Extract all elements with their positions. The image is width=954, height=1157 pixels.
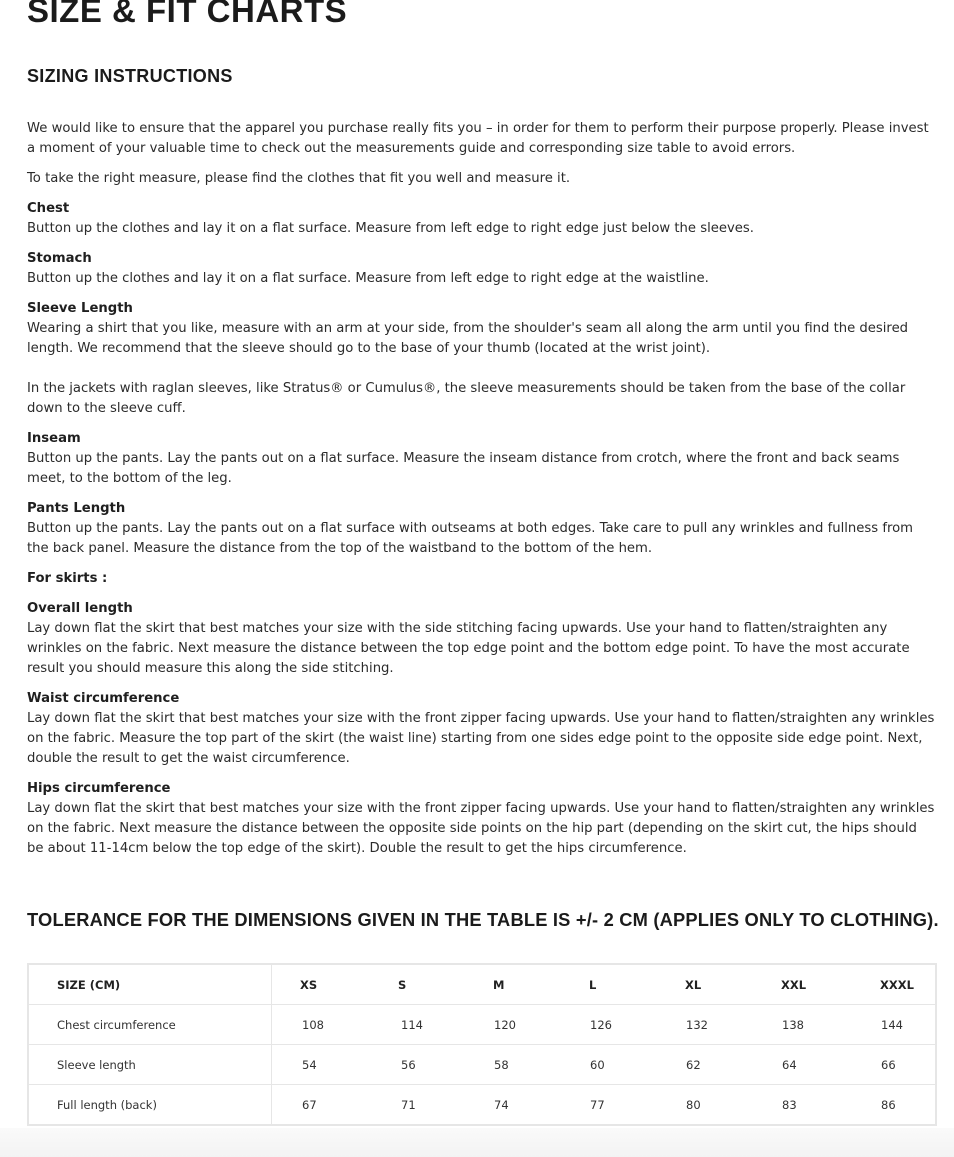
measure-text: Lay down flat the skirt that best matches your size with the front zipper facing upwards. Use your hand to flatten/straighten any wrinkles on the fabric. Measure the top part of the skirt (the waist line) starting from one sides edge point to the opposite side edge point. Next, double the result to get the waist circumference.	[27, 711, 935, 766]
table-cell: 71	[401, 1097, 416, 1112]
measure-title: Stomach	[27, 251, 92, 266]
table-header-cell: S	[398, 964, 493, 1005]
table-row-label: Sleeve length	[28, 1045, 272, 1085]
table-header-cell: XL	[685, 964, 781, 1005]
table-cell: 138	[781, 1005, 880, 1045]
table-row-label: Full length (back)	[28, 1085, 272, 1126]
table-cell: 83	[782, 1097, 797, 1112]
size-table	[27, 963, 937, 1126]
table-cell: 58	[493, 1045, 589, 1085]
measure-text: Lay down flat the skirt that best matches your size with the front zipper facing upwards. Use your hand to flatten/straighten any wrinkles on the fabric. Next measure the distance between the opposite side points on the hip part (depending on the skirt cut, the hips should be about 11-14cm below the top edge of the skirt). Double the result to get the hips circumference.	[27, 801, 935, 856]
table-header-cell: M	[493, 964, 589, 1005]
raglan-note: In the jackets with raglan sleeves, like Stratus® or Cumulus®, the sleeve measurements should be taken from the base of the collar down to the sleeve cuff.	[27, 381, 906, 416]
tolerance-heading: TOLERANCE FOR THE DIMENSIONS GIVEN IN THE TABLE IS +/- 2 CM (APPLIES ONLY TO CLOTHING).	[27, 909, 939, 930]
table-cell: 108	[272, 1005, 399, 1045]
measure-title: Overall length	[27, 601, 133, 616]
table-cell: 77	[590, 1097, 605, 1112]
measure-text: Button up the pants. Lay the pants out on a flat surface. Measure the inseam distance from crotch, where the front and back seams meet, to the bottom of the leg.	[27, 451, 900, 486]
table-cell: 66	[880, 1045, 936, 1085]
table-cell: 60	[589, 1045, 685, 1085]
table-header-cell: L	[589, 964, 685, 1005]
table-cell: 86	[881, 1097, 896, 1112]
sizing-instructions-heading: SIZING INSTRUCTIONS	[27, 66, 233, 86]
intro-paragraph: We would like to ensure that the apparel you purchase really fits you – in order for them to perform their purpose properly. Please invest a moment of your valuable time to check out the measurements guide and corresponding size table to avoid errors.	[27, 121, 929, 156]
measure-stomach	[27, 249, 937, 289]
measure-title: Waist circumference	[27, 691, 180, 706]
measure-waist-circumference	[27, 689, 937, 769]
table-cell: 80	[686, 1097, 701, 1112]
measure-title: Chest	[27, 201, 70, 216]
measure-title: Pants Length	[27, 501, 126, 516]
measure-hips-circumference	[27, 779, 937, 859]
page-bottom-fade	[0, 1128, 954, 1157]
measure-title: Hips circumference	[27, 781, 171, 796]
table-row	[28, 1085, 936, 1126]
measure-overall-length	[27, 599, 937, 679]
table-cell: 144	[880, 1005, 936, 1045]
table-cell: 120	[493, 1005, 589, 1045]
table-row	[28, 1045, 936, 1085]
table-header-row	[28, 964, 936, 1005]
table-cell: 126	[589, 1005, 685, 1045]
table-row-label: Chest circumference	[28, 1005, 272, 1045]
measure-text: Button up the clothes and lay it on a flat surface. Measure from left edge to right edge just below the sleeves.	[27, 221, 754, 236]
page-title: SIZE & FIT CHARTS	[27, 0, 348, 29]
table-cell: 74	[494, 1097, 509, 1112]
measure-inseam	[27, 429, 937, 489]
measure-pants-length	[27, 499, 937, 559]
measure-text: Lay down flat the skirt that best matches your size with the side stitching facing upwards. Use your hand to flatten/straighten any wrinkles on the fabric. Next measure the distance between the top edge point and the bottom edge point. To have the most accurate result you should measure this along the side stitching.	[27, 621, 910, 676]
measure-sleeve-length	[27, 299, 937, 359]
table-header-cell: XXXL	[880, 964, 936, 1005]
table-header-cell: XS	[272, 964, 399, 1005]
table-header-cell: SIZE (CM)	[28, 964, 272, 1005]
table-header-cell: XXL	[781, 964, 880, 1005]
table-cell: 67	[302, 1097, 317, 1112]
measure-title: Sleeve Length	[27, 301, 133, 316]
intro-paragraph: To take the right measure, please find the clothes that fit you well and measure it.	[27, 171, 571, 186]
measure-title: Inseam	[27, 431, 81, 446]
sizing-instructions-body	[27, 119, 937, 869]
table-cell: 54	[272, 1045, 399, 1085]
measure-text: Wearing a shirt that you like, measure with an arm at your side, from the shoulder's seam all along the arm until you find the desired length. We recommend that the sleeve should go to the base of your thumb (located at the wrist joint).	[27, 321, 909, 356]
skirts-heading: For skirts :	[27, 571, 108, 586]
measure-text: Button up the pants. Lay the pants out on a flat surface with outseams at both edges. Take care to pull any wrinkles and fullness from the back panel. Measure the distance from the top of the waistband to the bottom of the hem.	[27, 521, 914, 556]
measure-chest	[27, 199, 937, 239]
table-cell: 56	[398, 1045, 493, 1085]
table-cell: 64	[781, 1045, 880, 1085]
table-cell: 132	[685, 1005, 781, 1045]
table-row	[28, 1005, 936, 1045]
table-cell: 62	[685, 1045, 781, 1085]
measure-text: Button up the clothes and lay it on a flat surface. Measure from left edge to right edge at the waistline.	[27, 271, 709, 286]
table-cell: 114	[398, 1005, 493, 1045]
